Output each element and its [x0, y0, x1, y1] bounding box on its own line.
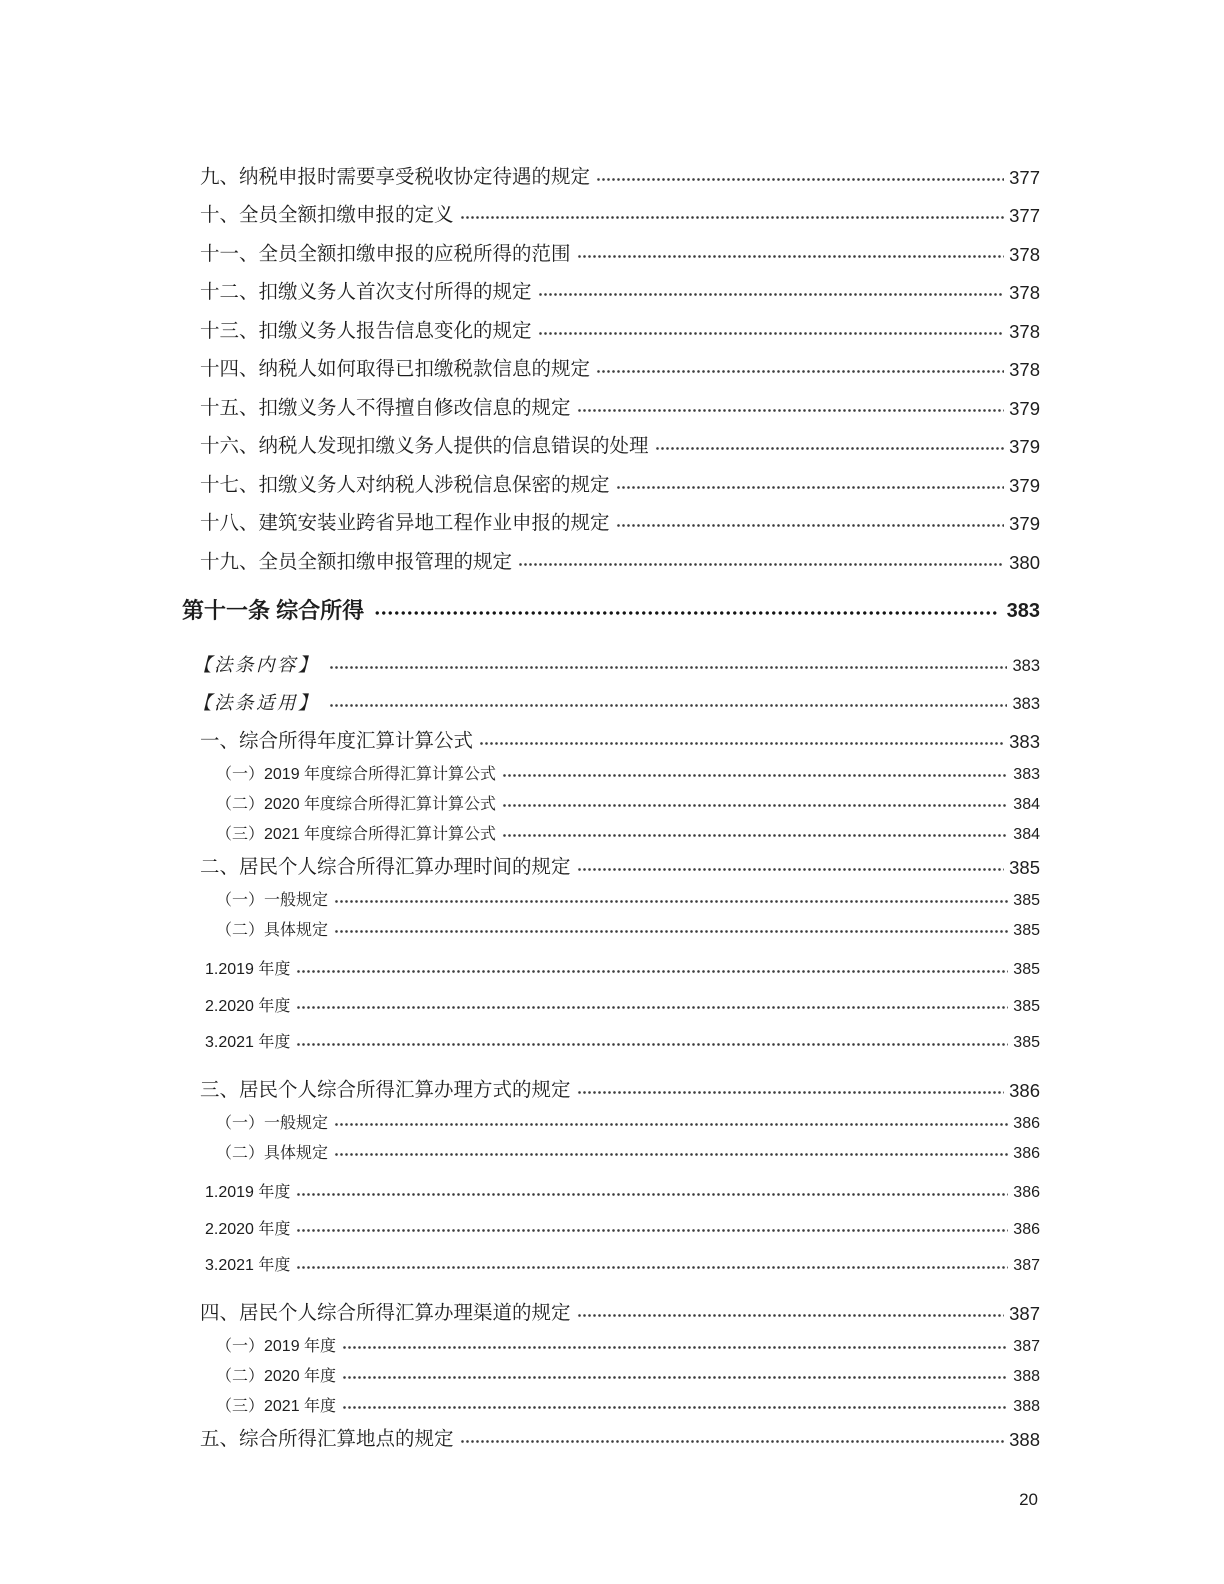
toc-entry-label: 3.2021 年度 [205, 1034, 291, 1051]
toc-entry-label: 五、综合所得汇算地点的规定 [200, 1429, 454, 1450]
toc-entry-page: 385 [1013, 961, 1040, 978]
dot-leader [577, 242, 1005, 268]
toc-entry-page: 386 [1013, 1184, 1040, 1201]
toc-entry-label: （一）一般规定 [216, 892, 329, 909]
toc-entry-page: 385 [1013, 922, 1040, 939]
dot-leader [296, 1182, 1008, 1204]
toc-entry-label: 3.2021 年度 [205, 1257, 291, 1274]
toc-entry-page: 380 [1009, 551, 1040, 573]
dot-leader [616, 473, 1005, 499]
toc-entry-page: 383 [1012, 656, 1040, 675]
toc-entry-label: 2.2020 年度 [205, 1220, 291, 1238]
toc-entry-label: 十一、全员全额扣缴申报的应税所得的范围 [200, 243, 571, 265]
toc-entry[interactable] [193, 653, 1040, 679]
toc-entry[interactable] [200, 729, 1040, 755]
dot-leader [518, 550, 1004, 576]
toc-entry-page: 379 [1009, 474, 1040, 496]
dot-leader [655, 434, 1005, 460]
toc-entry[interactable] [205, 1255, 1040, 1277]
toc-entry[interactable] [200, 434, 1040, 460]
toc-entry[interactable] [193, 691, 1040, 717]
toc-entry-label: （一）2019 年度综合所得汇算计算公式 [216, 766, 497, 783]
toc-entry[interactable] [200, 473, 1040, 499]
dot-leader [334, 919, 1008, 942]
toc-entry-page: 385 [1013, 1034, 1040, 1051]
dot-leader [502, 793, 1008, 816]
toc-entry[interactable] [216, 793, 1040, 816]
toc-entry-label: 十六、纳税人发现扣缴义务人提供的信息错误的处理 [200, 436, 649, 457]
toc-entry[interactable] [200, 550, 1040, 576]
toc-entry[interactable] [216, 919, 1040, 942]
toc-entry[interactable] [200, 511, 1040, 537]
toc-entry[interactable] [200, 165, 1040, 191]
dot-leader [538, 319, 1005, 345]
toc-entry-page: 387 [1013, 1257, 1040, 1274]
dot-leader [296, 996, 1008, 1018]
toc-entry[interactable] [216, 823, 1040, 846]
toc-entry-page: 385 [1013, 997, 1040, 1015]
toc-entry-page: 386 [1013, 1220, 1040, 1238]
toc-entry-label: 1.2019 年度 [205, 961, 291, 978]
toc-entry[interactable] [200, 319, 1040, 345]
toc-entry-page: 388 [1013, 1368, 1040, 1385]
dot-leader [596, 357, 1004, 383]
toc-entry-page: 384 [1013, 826, 1040, 843]
dot-leader [342, 1335, 1008, 1358]
toc-entry-page: 383 [1013, 766, 1040, 783]
toc-entry-page: 388 [1009, 1429, 1040, 1450]
toc-entry[interactable] [200, 1301, 1040, 1327]
toc-entry-label: 二、居民个人综合所得汇算办理时间的规定 [200, 857, 571, 878]
dot-leader [334, 1142, 1008, 1165]
toc-entry-page: 385 [1009, 857, 1040, 878]
toc-entry[interactable] [205, 1032, 1040, 1054]
toc-entry-label: （三）2021 年度综合所得汇算计算公式 [216, 826, 497, 843]
toc-entry-label: 四、居民个人综合所得汇算办理渠道的规定 [200, 1303, 571, 1324]
dot-leader [460, 1427, 1005, 1453]
toc-entry-label: 十五、扣缴义务人不得擅自修改信息的规定 [200, 397, 571, 419]
toc-entry-label: 一、综合所得年度汇算计算公式 [200, 731, 474, 752]
toc-entry[interactable] [200, 1078, 1040, 1104]
dot-leader [596, 165, 1004, 191]
toc-entry-page: 386 [1013, 1115, 1040, 1132]
toc-entry[interactable] [200, 1427, 1040, 1453]
toc-entry[interactable] [216, 763, 1040, 786]
toc-entry[interactable] [205, 1219, 1040, 1241]
toc-entry-label: （二）2020 年度综合所得汇算计算公式 [216, 796, 497, 813]
toc-entry[interactable] [200, 855, 1040, 881]
dot-leader [577, 1078, 1005, 1104]
toc-entry-page: 383 [1009, 731, 1040, 752]
toc-entry-label: 1.2019 年度 [205, 1184, 291, 1201]
toc-entry[interactable] [200, 242, 1040, 268]
dot-leader [296, 1219, 1008, 1241]
dot-leader [334, 1112, 1008, 1135]
dot-leader [342, 1365, 1008, 1388]
toc-entry-label: （二）具体规定 [216, 1145, 329, 1162]
toc-entry[interactable] [200, 280, 1040, 306]
toc-entry-label: 十七、扣缴义务人对纳税人涉税信息保密的规定 [200, 474, 610, 496]
toc-entry-label: 十四、纳税人如何取得已扣缴税款信息的规定 [200, 359, 591, 380]
toc-entry[interactable] [216, 1112, 1040, 1135]
toc-entry-label: （二）具体规定 [216, 922, 329, 939]
toc-entry-page: 378 [1009, 282, 1040, 303]
dot-leader [342, 1395, 1008, 1418]
toc-entry-label: （一）一般规定 [216, 1115, 329, 1132]
toc-entry-label: 【法条适用】 [193, 693, 320, 714]
toc-entry[interactable] [205, 1182, 1040, 1204]
dot-leader [502, 823, 1008, 846]
toc-entry-label: 三、居民个人综合所得汇算办理方式的规定 [200, 1080, 571, 1101]
toc-entry-page: 387 [1013, 1338, 1040, 1355]
dot-leader [334, 889, 1008, 912]
page-number: 20 [1019, 1490, 1038, 1509]
toc-entry-label: 十、全员全额扣缴申报的定义 [200, 205, 454, 226]
toc-entry-page: 385 [1013, 892, 1040, 909]
toc-entry-page: 386 [1013, 1145, 1040, 1162]
toc-entry-page: 378 [1009, 359, 1040, 380]
dot-leader [502, 763, 1008, 786]
toc-entry[interactable] [216, 1395, 1040, 1418]
dot-leader [374, 596, 999, 626]
toc-entry-page: 377 [1009, 166, 1040, 188]
toc-entry[interactable] [216, 1142, 1040, 1165]
toc-entry-page: 383 [1012, 694, 1040, 713]
dot-leader [460, 203, 1005, 229]
dot-leader [577, 1301, 1005, 1327]
toc-entry-label: （三）2021 年度 [216, 1398, 337, 1415]
dot-leader [329, 691, 1007, 717]
dot-leader [616, 511, 1005, 537]
toc-entry-page: 378 [1009, 320, 1040, 342]
toc-entry[interactable] [200, 396, 1040, 422]
toc-entry-page: 379 [1009, 513, 1040, 534]
toc-entry-label: （二）2020 年度 [216, 1368, 337, 1385]
dot-leader [577, 396, 1005, 422]
toc-entry-label: 十二、扣缴义务人首次支付所得的规定 [200, 282, 532, 303]
toc-entry[interactable] [200, 203, 1040, 229]
toc-entry-page: 384 [1013, 796, 1040, 813]
dot-leader [577, 855, 1005, 881]
toc-entry-label: 十九、全员全额扣缴申报管理的规定 [200, 551, 513, 573]
toc-entry[interactable] [182, 596, 1040, 626]
toc-entry-label: 第十一条 综合所得 [182, 597, 365, 623]
dot-leader [296, 1032, 1008, 1054]
toc-entry-label: （一）2019 年度 [216, 1338, 337, 1355]
toc-entry-page: 383 [1006, 599, 1040, 622]
dot-leader [296, 959, 1008, 981]
dot-leader [479, 729, 1004, 755]
toc-entry-page: 377 [1009, 205, 1040, 226]
dot-leader [538, 280, 1005, 306]
toc-entry[interactable] [205, 959, 1040, 981]
toc-entry-page: 387 [1009, 1303, 1040, 1324]
toc-entry[interactable] [216, 1365, 1040, 1388]
toc-entry-label: 2.2020 年度 [205, 997, 291, 1015]
toc-entry[interactable] [216, 889, 1040, 912]
toc-entry-page: 379 [1009, 436, 1040, 457]
toc-entry[interactable] [205, 996, 1040, 1018]
toc-entry[interactable] [200, 357, 1040, 383]
toc-entry-label: 十三、扣缴义务人报告信息变化的规定 [200, 320, 532, 342]
toc-list [182, 152, 1040, 1453]
toc-entry-page: 378 [1009, 243, 1040, 265]
dot-leader [329, 653, 1007, 679]
toc-entry-label: 九、纳税申报时需要享受税收协定待遇的规定 [200, 166, 591, 188]
toc-entry-page: 386 [1009, 1080, 1040, 1101]
toc-entry-label: 【法条内容】 [193, 655, 320, 676]
toc-entry-page: 379 [1009, 397, 1040, 419]
dot-leader [296, 1255, 1008, 1277]
toc-entry[interactable] [216, 1335, 1040, 1358]
toc-entry-page: 388 [1013, 1398, 1040, 1415]
toc-entry-label: 十八、建筑安装业跨省异地工程作业申报的规定 [200, 513, 610, 534]
